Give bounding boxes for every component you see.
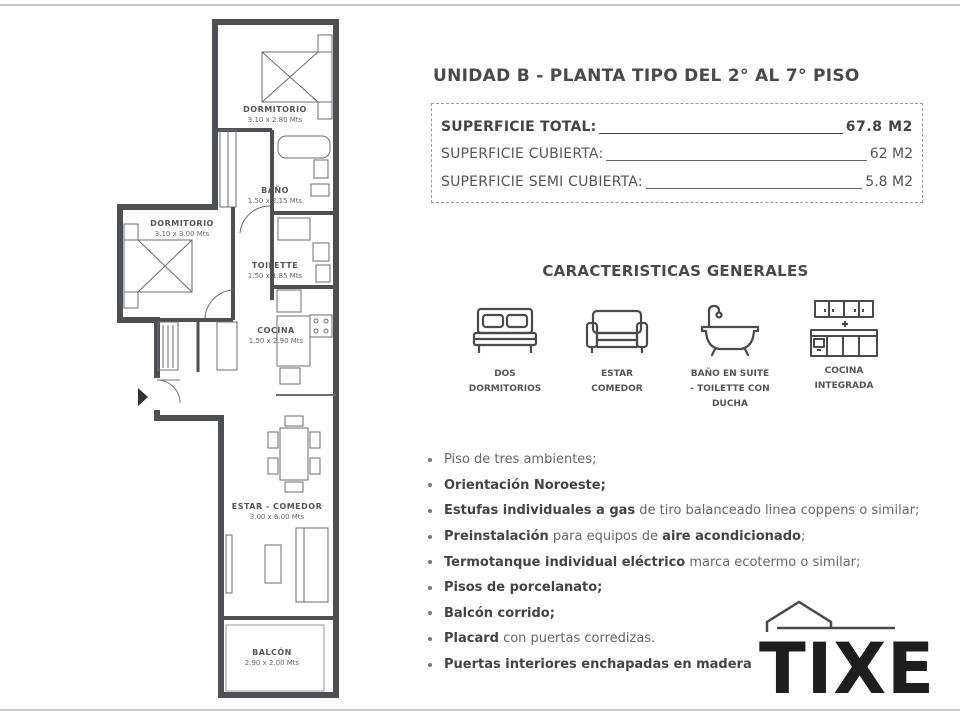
feature-label: ESTAR COMEDOR [591, 369, 643, 394]
bullet-item [428, 549, 958, 575]
room-label-estar: ESTAR - COMEDOR [231, 502, 323, 511]
bullet-item [428, 524, 958, 550]
features-title: CARACTERISTICAS GENERALES [542, 262, 809, 280]
room-dims-dormitorio-2: 3.10 x 3.00 Mts [154, 230, 210, 238]
sofa-icon [584, 303, 650, 359]
bullet-text-bold: Estufas individuales a gas [444, 503, 636, 519]
feature-dormitorios [455, 303, 555, 397]
bullet-text-bold: Placard [444, 631, 499, 647]
surface-semi-cubierta-row [441, 171, 913, 193]
surface-label: SUPERFICIE CUBIERTA: [441, 146, 604, 162]
bullet-text: marca ecotermo o similar; [685, 554, 861, 570]
bullet-text-bold: Balcón corrido; [444, 605, 555, 621]
surface-label: SUPERFICIE SEMI CUBIERTA: [441, 174, 643, 190]
surface-cubierta-row [441, 143, 913, 165]
bullet-text-bold: Pisos de porcelanato; [444, 580, 603, 596]
dining-table [280, 428, 308, 480]
bullet-text-bold: aire acondicionado [662, 529, 801, 545]
leader-line [599, 121, 842, 134]
bullet-dot [428, 509, 432, 513]
surface-value: 62 M2 [869, 146, 913, 162]
room-label-toilette: TOILETTE [251, 261, 299, 270]
tixe-logo [755, 600, 940, 698]
room-dims-balcon: 2.90 x 2.00 Mts [244, 659, 300, 667]
surface-value: 67.8 M2 [845, 119, 913, 135]
bullet-item [428, 498, 958, 524]
svg-text:TIXE: TIXE [759, 628, 935, 698]
bullet-dot [428, 483, 432, 487]
sofa [296, 528, 328, 602]
bullet-text-bold: Puertas interiores enchapadas en madera [444, 657, 752, 673]
bathtub-icon [697, 303, 763, 359]
room-dims-estar: 3.00 x 6.00 Mts [249, 513, 305, 521]
bed-dormitorio-1 [262, 52, 332, 102]
stove [310, 315, 332, 337]
room-dims-bano: 1.50 x 2.15 Mts [247, 197, 303, 205]
feature-label: DOS DORMITORIOS [468, 369, 542, 394]
surface-total-row [441, 116, 913, 138]
feature-estar-comedor [567, 303, 667, 397]
bullet-text: ; [800, 529, 806, 545]
bullet-dot [428, 637, 432, 641]
bullet-text: Piso de tres ambientes; [444, 452, 597, 468]
bullet-item [428, 447, 958, 473]
floor-plan [110, 15, 342, 700]
bullet-dot [428, 458, 432, 462]
bullet-text-bold: Termotanque individual eléctrico [444, 554, 686, 570]
top-rule [0, 4, 960, 6]
room-dims-cocina: 1.50 x 2.90 Mts [248, 337, 304, 345]
bullet-text: con puertas corredizas. [498, 631, 656, 647]
room-label-balcon: BALCÓN [252, 648, 292, 657]
room-dims-dormitorio-1: 3.10 x 2.80 Mts [247, 116, 303, 124]
bullet-dot [428, 560, 432, 564]
kitchen-icon [809, 298, 879, 360]
room-label-dormitorio-2: DORMITORIO [150, 219, 214, 228]
bullet-dot [428, 535, 432, 539]
bullet-text-bold: Preinstalación [444, 529, 549, 545]
surface-label: SUPERFICIE TOTAL: [441, 119, 597, 135]
room-dims-toilette: 1.50 x 1.85 Mts [247, 272, 303, 280]
bullet-dot [428, 611, 432, 615]
bathtub [278, 136, 330, 158]
surface-value: 5.8 M2 [865, 174, 913, 190]
bullet-dot [428, 586, 432, 590]
bed-dormitorio-2 [124, 240, 192, 292]
surface-summary-box [431, 103, 923, 203]
feature-label: BAÑO EN SUITE - TOILETTE CON DUCHA [690, 369, 770, 409]
feature-label: COCINA INTEGRADA [814, 366, 874, 391]
leader-line [646, 176, 863, 189]
room-label-cocina: COCINA [257, 326, 295, 335]
bullet-item [428, 473, 958, 499]
bullet-item [428, 575, 958, 601]
bed-icon [472, 303, 538, 359]
page-title: UNIDAD B - PLANTA TIPO DEL 2° AL 7° PISO [433, 66, 860, 86]
leader-line [606, 148, 866, 161]
bullet-text: de tiro balanceado linea coppens o similar; [635, 503, 920, 519]
feature-cocina [794, 298, 894, 394]
room-label-bano: BAÑO [261, 186, 289, 195]
bottom-rule [0, 709, 960, 711]
entrance-arrow-icon [138, 388, 148, 406]
bullet-text: para equipos de [548, 529, 663, 545]
bullet-text-bold: Orientación Noroeste; [444, 477, 606, 493]
bullet-dot [428, 663, 432, 667]
feature-bano [680, 303, 780, 412]
room-label-dormitorio-1: DORMITORIO [243, 105, 307, 114]
